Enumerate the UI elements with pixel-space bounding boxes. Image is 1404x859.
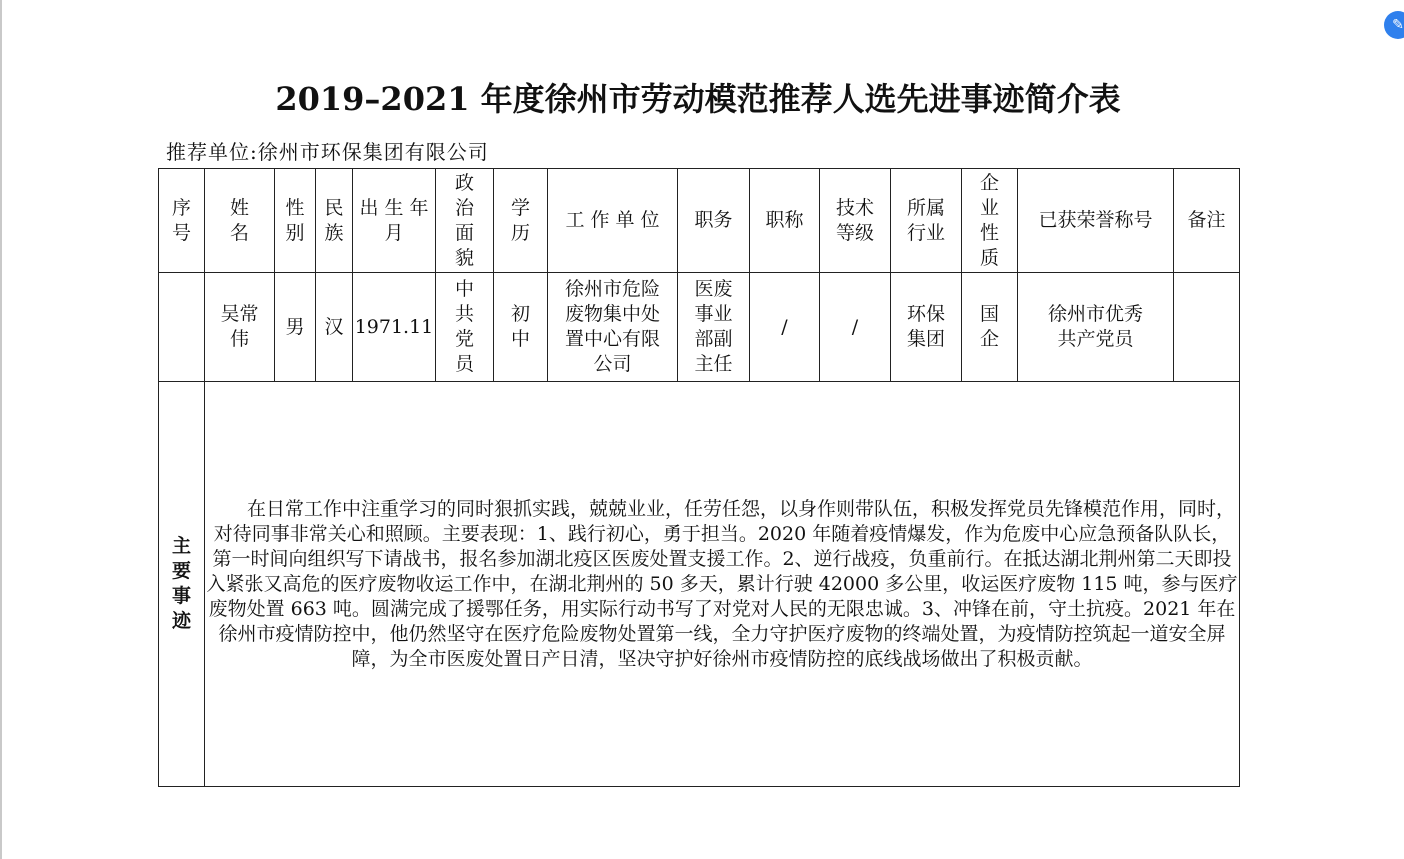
cell-gender: 男: [275, 273, 316, 382]
cell-title: /: [750, 273, 820, 382]
header-political: 政治面貌: [436, 169, 494, 273]
header-birth: 出 生 年 月: [353, 169, 436, 273]
summary-row: [159, 382, 1240, 787]
summary-text: 在日常工作中注重学习的同时狠抓实践，兢兢业业，任劳任怨，以身作则带队伍，积极发挥党员先锋模范作用，同时，对待同事非常关心和照顾。主要表现：1、践行初心，勇于担当。2020 年随着疫情爆发，作为危废中心应急预备队队长，第一时间向组织写下请战书，报名参加湖北疫区医废处置支援工作。2、逆行战疫，负重前行。在抵达湖北荆州第二天即投入紧张又高危的医疗废物收运工作中，在湖北荆州的 50 多天，累计行驶 42000 多公里，收运医疗废物 115 吨，参与医疗废物处置 663 吨。圆满完成了援鄂任务，用实际行动书写了对党对人民的无限忠诚。3、冲锋在前，守土抗疫。2021 年在徐州市疫情防控中，他仍然坚守在医疗危险废物处置第一线，全力守护医疗废物的终端处置，为疫情防控筑起一道安全屏障，为全市医废处置日产日清，坚决守护好徐州市疫情防控的底线战场做出了积极贡献。: [205, 382, 1240, 787]
header-gender: 性别: [275, 169, 316, 273]
header-honors: 已获荣誉称号: [1018, 169, 1174, 273]
header-name: 姓名: [205, 169, 275, 273]
header-remarks: 备注: [1174, 169, 1240, 273]
circle-badge-icon[interactable]: ✎: [1384, 11, 1404, 39]
header-seq: 序号: [159, 169, 205, 273]
cell-industry: 环保集团: [891, 273, 962, 382]
summary-label: 主要事迹: [159, 382, 205, 787]
cell-name: 吴常伟: [205, 273, 275, 382]
header-enterprise-type: 企业性质: [962, 169, 1018, 273]
header-workplace: 工 作 单 位: [548, 169, 678, 273]
cell-seq: [159, 273, 205, 382]
header-row: [159, 169, 1240, 273]
cell-ethnicity: 汉: [316, 273, 353, 382]
header-position: 职务: [678, 169, 750, 273]
cell-education: 初中: [494, 273, 548, 382]
cell-birth: 1971.11: [353, 273, 436, 382]
cell-enterprise-type: 国企: [962, 273, 1018, 382]
cell-workplace: 徐州市危险废物集中处置中心有限公司: [548, 273, 678, 382]
header-title: 职称: [750, 169, 820, 273]
recommending-unit: 推荐单位:徐州市环保集团有限公司: [166, 140, 489, 164]
page-left-edge: [0, 0, 2, 859]
header-education: 学历: [494, 169, 548, 273]
header-industry: 所属行业: [891, 169, 962, 273]
cell-political: 中共党员: [436, 273, 494, 382]
header-ethnicity: 民族: [316, 169, 353, 273]
profile-table: [158, 168, 1240, 787]
cell-remarks: [1174, 273, 1240, 382]
cell-tech-level: /: [820, 273, 891, 382]
header-tech-level: 技术等级: [820, 169, 891, 273]
cell-honors: 徐州市优秀共产党员: [1018, 273, 1174, 382]
table-row: [159, 273, 1240, 382]
page-title: 2019–2021 年度徐州市劳动模范推荐人选先进事迹简介表: [275, 80, 1121, 118]
cell-position: 医废事业部副主任: [678, 273, 750, 382]
